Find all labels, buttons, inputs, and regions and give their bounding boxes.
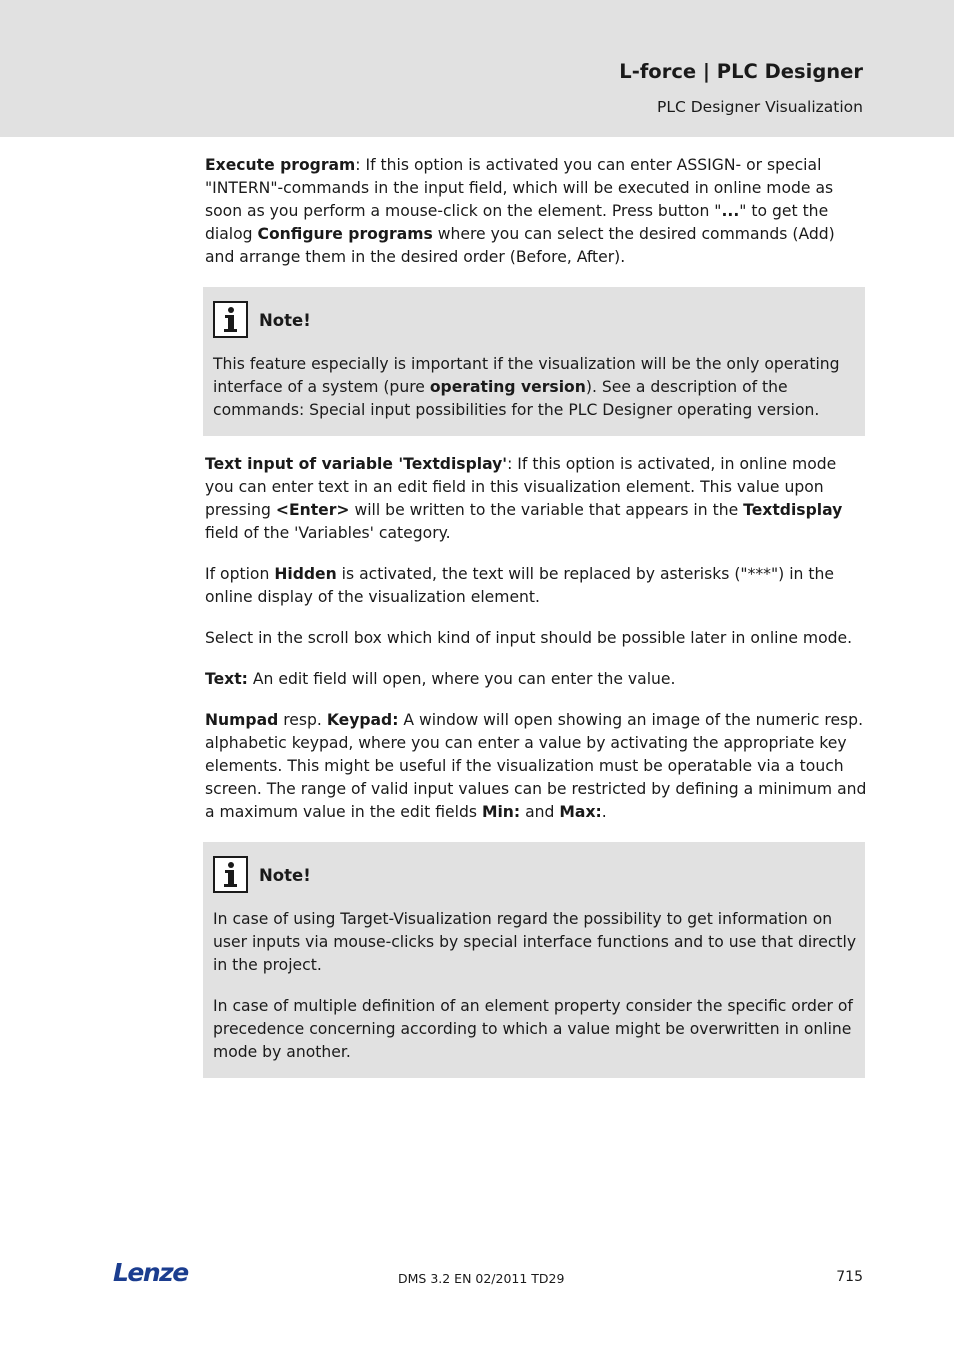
footer-document-id: DMS 3.2 EN 02/2011 TD29 [398,1271,565,1286]
info-icon [213,301,248,338]
info-icon [213,856,248,893]
lenze-logo: Lenze [113,1258,188,1287]
paragraph-text: field of the 'Variables' category. [205,524,451,542]
paragraph-text-option [205,668,867,691]
note-text-part: ). See a description of the commands: Special input possibilities for the PLC Designer operating version. [213,378,820,419]
paragraph-text-input [205,453,867,545]
term-execute-program: Execute program [205,156,356,174]
term-hidden: Hidden [274,565,337,583]
paragraph-text: : If this option is activated, in online mode you can enter text in an edit field in this visualization element. This value upon pressing [205,455,837,519]
paragraph-text: will be written to the variable that appears in the [349,501,744,519]
note-paragraph-2: In case of multiple definition of an element property consider the specific order of precedence concerning according to which a value might be overwritten in online mode by another. [213,997,853,1061]
page-header [0,0,954,137]
paragraph-hidden [205,563,867,609]
term-textdisplay: Textdisplay [743,501,843,519]
note-label: Note! [259,311,311,330]
paragraph-text: and [520,803,560,821]
term-numpad: Numpad [205,711,279,729]
term-max: Max: [559,803,602,821]
paragraph-scroll-box [205,627,867,650]
term-keypad: Keypad: [326,711,399,729]
paragraph-text: An edit field will open, where you can enter the value. [247,670,676,688]
paragraph-text: If option [205,565,275,583]
term-ellipsis-button: ... [721,202,740,220]
term-text: Text: [205,670,248,688]
paragraph-text: " to get the dialog [205,202,829,243]
note-text-part: This feature especially is important if the visualization will be the only operating interface of a system (pure [213,355,840,396]
term-min: Min: [481,803,521,821]
paragraph-text: is activated, the text will be replaced by asterisks ("***") in the online display of the visualization element. [205,565,834,606]
header-title: L-force | PLC Designer [619,60,863,83]
note-box-1 [203,287,865,436]
paragraph-text: A window will open showing an image of the numeric resp. alphabetic keypad, where you can enter a value by activating the appropriate key elements. This might be useful if the visualization must be operatable via a touch screen. The range of valid input values can be restricted by defining a minimum and a maximum value in the edit fields [205,711,867,821]
note-paragraph-1: In case of using Target-Visualization regard the possibility to get information on user inputs via mouse-clicks by special interface functions and to use that directly in the project. [213,910,857,974]
paragraph-text: where you can select the desired commands (Add) and arrange them in the desired order (Before, After). [205,225,835,266]
paragraph-text: resp. [278,711,327,729]
term-configure-programs: Configure programs [257,225,433,243]
page-number: 715 [836,1269,863,1285]
note-box-2 [203,842,865,1078]
header-subtitle: PLC Designer Visualization [657,98,863,116]
term-enter-key: <Enter> [275,501,350,519]
note-label: Note! [259,866,311,885]
term-text-input: Text input of variable 'Textdisplay' [205,455,508,473]
note-text [213,353,859,422]
paragraph-numpad-keypad [205,709,867,824]
paragraph-text: Select in the scroll box which kind of input should be possible later in online mode. [205,629,853,647]
paragraph-text: : If this option is activated you can enter ASSIGN- or special "INTERN"-commands in the input field, which will be executed in online mode as soon as you perform a mouse-click on the element. Press button " [205,156,834,220]
paragraph-execute-program [205,154,867,269]
paragraph-text: . [601,803,607,821]
term-operating-version: operating version [429,378,586,396]
